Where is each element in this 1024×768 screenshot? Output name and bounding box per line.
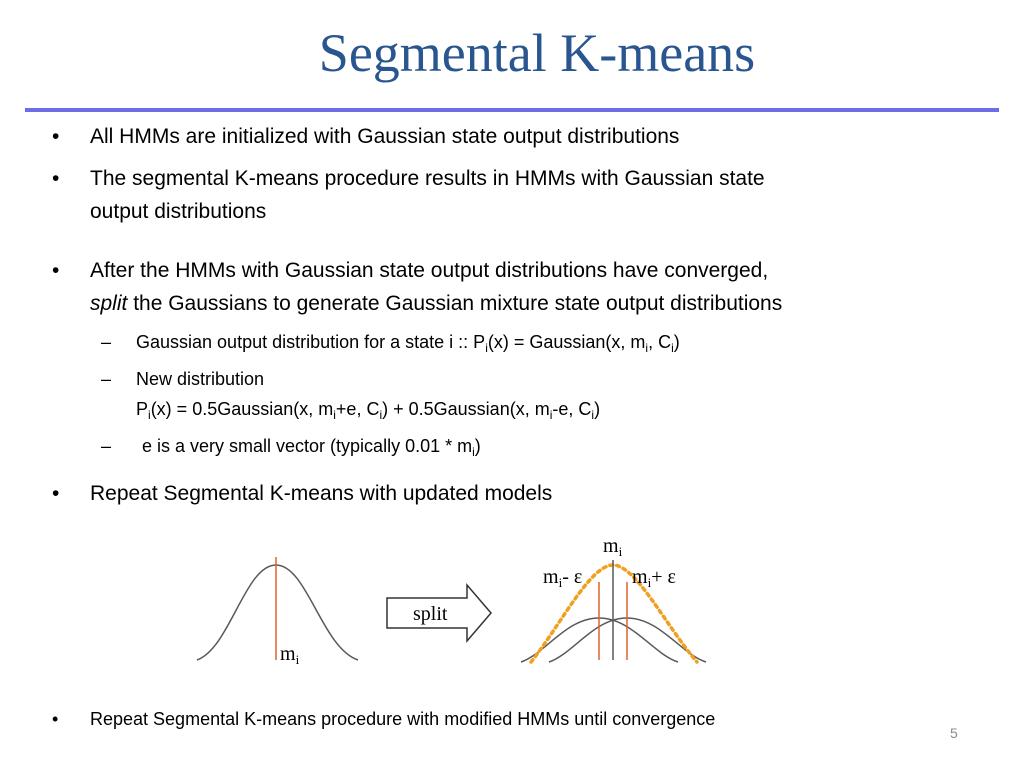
single-gaussian-curve xyxy=(197,565,358,660)
bullet-text: All HMMs are initialized with Gaussian state output distributions xyxy=(90,125,680,148)
page-number: 5 xyxy=(950,725,958,741)
split-label: split xyxy=(413,603,448,625)
bullet-marker: • xyxy=(52,709,59,729)
slide-title: Segmental K-means xyxy=(318,23,756,83)
bullet-text: output distributions xyxy=(90,200,267,223)
bullet-marker: • xyxy=(52,482,60,505)
sub-bullet-dash: – xyxy=(101,369,112,389)
bullet-text: After the HMMs with Gaussian state output distributions have converged, xyxy=(90,259,769,282)
bullet-marker: • xyxy=(52,167,60,190)
sub-bullet-dash: – xyxy=(101,436,112,456)
mean-minus-epsilon-label: $m_i-$ ε xyxy=(543,566,583,590)
bullet-text-rest: the Gaussians to generate Gaussian mixture state output distributions xyxy=(127,292,783,315)
bullet-text: Repeat Segmental K-means with updated models xyxy=(90,482,553,505)
emphasis-split: split xyxy=(90,292,128,315)
sub-bullet-text: e is a very small vector (typically $0.01 * m_i$) xyxy=(142,436,481,459)
top-mean-label: $m_i$ xyxy=(603,535,623,559)
bullet-text: Repeat Segmental K-means procedure with modified HMMs until convergence xyxy=(90,709,716,729)
sub-bullet-dash: – xyxy=(101,332,112,352)
bullet-marker: • xyxy=(52,125,60,148)
sub-bullet-text: Gaussian output distribution for a state i :: $P_i(x)$ = Gaussian(x, $m_i$, $C_i$) xyxy=(136,332,680,355)
left-mean-label: $m_i$ xyxy=(280,643,300,667)
mean-plus-epsilon-label: $m_i+ \varepsilon$ xyxy=(632,566,676,590)
sub-bullet-formula: $P_i(x)$ = 0.5Gaussian(x, $m_i+e$, $C_i$) + 0.5Gaussian(x, $m_i-e$, $C_i$) xyxy=(136,399,601,422)
bullet-marker: • xyxy=(52,259,60,282)
sub-bullet-text: New distribution xyxy=(136,369,265,389)
bullet-text: The segmental K-means procedure results in HMMs with Gaussian state xyxy=(90,167,765,190)
